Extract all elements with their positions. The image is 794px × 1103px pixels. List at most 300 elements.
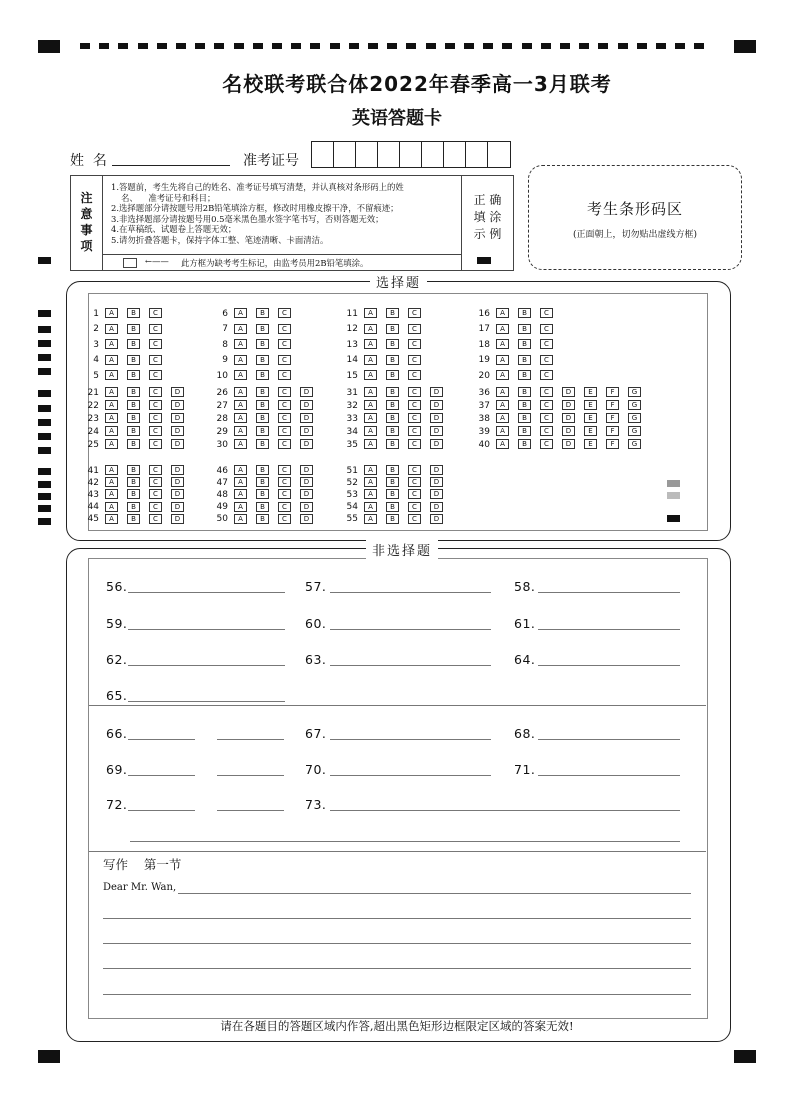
option-bubble[interactable]: B [256, 324, 269, 334]
option-bubble[interactable]: C [408, 465, 421, 475]
option-bubble[interactable]: B [256, 413, 269, 423]
option-bubble[interactable]: A [234, 439, 247, 449]
option-bubble[interactable]: D [171, 514, 184, 524]
option-bubble[interactable]: A [234, 465, 247, 475]
option-bubble[interactable]: C [149, 502, 162, 512]
option-bubble[interactable]: A [105, 477, 118, 487]
option-bubble[interactable]: C [278, 426, 291, 436]
option-bubble[interactable]: B [518, 339, 531, 349]
corner-mark-top-right [734, 40, 756, 53]
side-mark [38, 405, 51, 412]
option-bubble[interactable]: A [105, 400, 118, 410]
answer-line[interactable] [128, 592, 285, 593]
option-bubble[interactable]: D [300, 400, 313, 410]
option-bubble[interactable]: A [105, 339, 118, 349]
option-bubble[interactable]: C [278, 387, 291, 397]
option-bubble[interactable]: D [430, 514, 443, 524]
question-number: 2 [93, 324, 99, 334]
choice-question [474, 413, 650, 423]
option-bubble[interactable]: D [430, 502, 443, 512]
option-bubble[interactable]: B [518, 426, 531, 436]
gray-mark [667, 492, 680, 499]
option-bubble[interactable]: D [300, 502, 313, 512]
question-number: 48 [216, 489, 228, 500]
blank-number: 58. [514, 579, 536, 594]
option-bubble[interactable]: D [430, 400, 443, 410]
option-bubble[interactable]: B [256, 489, 269, 499]
option-bubble[interactable]: C [149, 324, 162, 334]
option-bubble[interactable]: C [540, 439, 553, 449]
option-bubble[interactable]: A [496, 426, 509, 436]
option-bubble[interactable]: D [430, 413, 443, 423]
writing-line[interactable] [103, 918, 691, 919]
option-bubble[interactable]: A [496, 308, 509, 318]
option-bubble[interactable]: D [171, 426, 184, 436]
option-bubble[interactable]: E [584, 387, 597, 397]
option-bubble[interactable]: B [386, 355, 399, 365]
option-bubble[interactable]: D [171, 477, 184, 487]
option-bubble[interactable]: B [386, 477, 399, 487]
timing-dash [118, 43, 128, 49]
option-bubble[interactable]: D [171, 413, 184, 423]
option-bubble[interactable]: A [496, 387, 509, 397]
option-bubble[interactable]: C [540, 387, 553, 397]
option-bubble[interactable]: A [234, 400, 247, 410]
option-bubble[interactable]: C [149, 465, 162, 475]
choice-question [83, 308, 171, 318]
option-bubble[interactable]: E [584, 400, 597, 410]
side-mark [38, 368, 51, 375]
option-bubble[interactable]: D [300, 439, 313, 449]
timing-dash [637, 43, 647, 49]
question-number: 45 [87, 514, 99, 525]
option-bubble[interactable]: A [364, 324, 377, 334]
option-bubble[interactable]: C [408, 439, 421, 449]
option-bubble[interactable]: C [278, 370, 291, 380]
option-bubble[interactable]: B [256, 502, 269, 512]
option-bubble[interactable]: C [149, 400, 162, 410]
option-bubble[interactable]: D [171, 387, 184, 397]
option-bubble[interactable]: F [606, 400, 619, 410]
option-bubble[interactable]: B [127, 477, 140, 487]
choice-question [342, 355, 430, 365]
choice-section-title: 选择题 [370, 272, 427, 291]
option-bubble[interactable]: A [364, 514, 377, 524]
option-bubble[interactable]: C [278, 413, 291, 423]
option-bubble[interactable]: B [256, 339, 269, 349]
option-bubble[interactable]: B [127, 355, 140, 365]
writing-line[interactable] [103, 943, 691, 944]
timing-dash [560, 43, 570, 49]
option-bubble[interactable]: A [364, 426, 377, 436]
option-bubble[interactable]: E [584, 426, 597, 436]
option-bubble[interactable]: B [127, 426, 140, 436]
option-bubble[interactable]: F [606, 413, 619, 423]
option-bubble[interactable]: A [496, 324, 509, 334]
option-bubble[interactable]: A [105, 413, 118, 423]
answer-line[interactable] [538, 629, 680, 630]
option-bubble[interactable]: A [234, 308, 247, 318]
option-bubble[interactable]: A [364, 370, 377, 380]
option-bubble[interactable]: A [364, 339, 377, 349]
option-bubble[interactable]: E [584, 413, 597, 423]
option-bubble[interactable]: G [628, 400, 641, 410]
exam-number-boxes[interactable] [311, 141, 511, 168]
note-item: 5.请勿折叠答题卡，保持字体工整、笔迹清晰、卡面清洁。 [111, 234, 329, 245]
option-bubble[interactable]: A [364, 489, 377, 499]
option-bubble[interactable]: C [278, 400, 291, 410]
answer-line[interactable] [217, 775, 284, 776]
option-bubble[interactable]: B [256, 387, 269, 397]
absent-text: 此方框为缺考考生标记，由监考员用2B铅笔填涂。 [181, 258, 369, 268]
option-bubble[interactable]: C [278, 489, 291, 499]
notes-body [111, 182, 461, 245]
answer-line[interactable] [330, 739, 491, 740]
option-bubble[interactable]: A [105, 370, 118, 380]
option-bubble[interactable]: G [628, 439, 641, 449]
option-bubble[interactable]: C [278, 355, 291, 365]
choice-question [342, 439, 452, 449]
option-bubble[interactable]: B [386, 339, 399, 349]
option-bubble[interactable]: C [408, 355, 421, 365]
option-bubble[interactable]: F [606, 426, 619, 436]
option-bubble[interactable]: C [408, 413, 421, 423]
option-bubble[interactable]: C [540, 308, 553, 318]
option-bubble[interactable]: B [127, 439, 140, 449]
option-bubble[interactable]: A [234, 370, 247, 380]
option-bubble[interactable]: B [127, 413, 140, 423]
option-bubble[interactable]: A [105, 355, 118, 365]
choice-question [212, 439, 322, 449]
option-bubble[interactable]: E [584, 439, 597, 449]
option-bubble[interactable]: C [540, 339, 553, 349]
option-bubble[interactable]: A [496, 400, 509, 410]
answer-line[interactable] [538, 665, 680, 666]
timing-dash [234, 43, 244, 49]
option-bubble[interactable]: B [518, 439, 531, 449]
option-bubble[interactable]: A [234, 477, 247, 487]
option-bubble[interactable]: C [408, 426, 421, 436]
timing-dash [675, 43, 685, 49]
option-bubble[interactable]: D [562, 439, 575, 449]
option-bubble[interactable]: C [408, 324, 421, 334]
option-bubble[interactable]: D [430, 465, 443, 475]
option-bubble[interactable]: D [300, 489, 313, 499]
option-bubble[interactable]: F [606, 387, 619, 397]
choice-question [83, 426, 193, 436]
option-bubble[interactable]: A [496, 355, 509, 365]
option-bubble[interactable]: D [171, 439, 184, 449]
option-bubble[interactable]: B [127, 324, 140, 334]
option-bubble[interactable]: D [300, 413, 313, 423]
option-bubble[interactable]: A [234, 489, 247, 499]
option-bubble[interactable]: D [300, 426, 313, 436]
option-bubble[interactable]: C [149, 339, 162, 349]
option-bubble[interactable]: A [496, 413, 509, 423]
option-bubble[interactable]: B [386, 387, 399, 397]
answer-line[interactable] [128, 810, 195, 811]
option-bubble[interactable]: C [408, 387, 421, 397]
option-bubble[interactable]: A [234, 387, 247, 397]
option-bubble[interactable]: D [171, 502, 184, 512]
option-bubble[interactable]: D [562, 426, 575, 436]
option-bubble[interactable]: A [364, 308, 377, 318]
option-bubble[interactable]: D [430, 439, 443, 449]
nonchoice-inner-frame [88, 558, 708, 1019]
option-bubble[interactable]: B [518, 324, 531, 334]
question-number: 47 [216, 477, 228, 488]
option-bubble[interactable]: C [278, 324, 291, 334]
option-bubble[interactable]: A [234, 426, 247, 436]
option-bubble[interactable]: C [408, 370, 421, 380]
option-bubble[interactable]: B [256, 308, 269, 318]
option-bubble[interactable]: A [105, 324, 118, 334]
question-number: 10 [216, 370, 228, 381]
option-bubble[interactable]: C [278, 308, 291, 318]
option-bubble[interactable]: C [540, 324, 553, 334]
option-bubble[interactable]: B [127, 514, 140, 524]
option-bubble[interactable]: A [105, 465, 118, 475]
option-bubble[interactable]: B [518, 400, 531, 410]
option-bubble[interactable]: B [256, 477, 269, 487]
writing-line[interactable] [103, 994, 691, 995]
option-bubble[interactable]: B [127, 465, 140, 475]
writing-line[interactable] [178, 893, 691, 894]
timing-dash [541, 43, 551, 49]
option-bubble[interactable]: A [105, 514, 118, 524]
option-bubble[interactable]: C [540, 370, 553, 380]
answer-line[interactable] [330, 629, 491, 630]
option-bubble[interactable]: C [540, 426, 553, 436]
option-bubble[interactable]: B [127, 502, 140, 512]
option-bubble[interactable]: F [606, 439, 619, 449]
option-bubble[interactable]: D [562, 413, 575, 423]
option-bubble[interactable]: B [256, 400, 269, 410]
option-bubble[interactable]: C [540, 355, 553, 365]
option-bubble[interactable]: A [364, 465, 377, 475]
answer-line[interactable] [130, 841, 680, 842]
choice-question [212, 426, 322, 436]
arrow-left-icon: ←—— [145, 256, 169, 266]
option-bubble[interactable]: C [278, 339, 291, 349]
option-bubble[interactable]: C [149, 355, 162, 365]
option-bubble[interactable]: A [234, 355, 247, 365]
answer-line[interactable] [128, 701, 285, 702]
option-bubble[interactable]: C [278, 502, 291, 512]
answer-line[interactable] [330, 592, 491, 593]
option-bubble[interactable]: B [386, 426, 399, 436]
option-bubble[interactable]: B [518, 370, 531, 380]
option-bubble[interactable]: B [386, 465, 399, 475]
filled-mark-icon [477, 257, 491, 264]
answer-line[interactable] [128, 665, 285, 666]
option-bubble[interactable]: A [364, 387, 377, 397]
option-bubble[interactable]: B [386, 370, 399, 380]
divider [89, 851, 706, 852]
option-bubble[interactable]: B [256, 370, 269, 380]
timing-dash [464, 43, 474, 49]
option-bubble[interactable]: A [234, 339, 247, 349]
option-bubble[interactable]: B [127, 400, 140, 410]
option-bubble[interactable]: B [386, 514, 399, 524]
option-bubble[interactable]: D [300, 465, 313, 475]
option-bubble[interactable]: B [256, 439, 269, 449]
option-bubble[interactable]: B [127, 339, 140, 349]
side-mark [38, 257, 51, 264]
answer-line[interactable] [128, 629, 285, 630]
choice-question [342, 413, 452, 423]
choice-question [212, 465, 322, 475]
option-bubble[interactable]: B [127, 370, 140, 380]
option-bubble[interactable]: D [300, 387, 313, 397]
option-bubble[interactable]: D [300, 514, 313, 524]
name-input-line[interactable] [112, 165, 230, 166]
option-bubble[interactable]: A [234, 502, 247, 512]
option-bubble[interactable]: C [408, 489, 421, 499]
question-number: 7 [222, 324, 228, 334]
option-bubble[interactable]: C [149, 370, 162, 380]
question-number: 15 [346, 370, 358, 381]
option-bubble[interactable]: G [628, 426, 641, 436]
option-bubble[interactable]: B [386, 489, 399, 499]
choice-question [83, 502, 193, 512]
question-number: 4 [93, 355, 99, 365]
answer-line[interactable] [538, 592, 680, 593]
option-bubble[interactable]: A [234, 324, 247, 334]
option-bubble[interactable]: D [300, 477, 313, 487]
option-bubble[interactable]: C [278, 465, 291, 475]
blank-number: 73. [305, 797, 327, 812]
option-bubble[interactable]: C [278, 514, 291, 524]
question-number: 55 [346, 514, 358, 525]
option-bubble[interactable]: D [171, 400, 184, 410]
option-bubble[interactable]: D [562, 387, 575, 397]
option-bubble[interactable]: B [518, 355, 531, 365]
option-bubble[interactable]: A [364, 355, 377, 365]
option-bubble[interactable]: B [386, 324, 399, 334]
option-bubble[interactable]: B [518, 308, 531, 318]
option-bubble[interactable]: A [496, 370, 509, 380]
option-bubble[interactable]: B [256, 465, 269, 475]
option-bubble[interactable]: B [386, 400, 399, 410]
option-bubble[interactable]: B [386, 413, 399, 423]
option-bubble[interactable]: B [518, 387, 531, 397]
option-bubble[interactable]: D [430, 477, 443, 487]
option-bubble[interactable]: C [149, 413, 162, 423]
option-bubble[interactable]: D [430, 426, 443, 436]
side-mark [38, 481, 51, 488]
option-bubble[interactable]: A [105, 439, 118, 449]
question-number: 32 [346, 400, 358, 411]
answer-line[interactable] [128, 775, 195, 776]
option-bubble[interactable]: D [562, 400, 575, 410]
option-bubble[interactable]: D [430, 387, 443, 397]
option-bubble[interactable]: A [364, 413, 377, 423]
question-number: 13 [346, 339, 358, 350]
option-bubble[interactable]: B [127, 308, 140, 318]
side-mark [38, 390, 51, 397]
option-bubble[interactable]: B [386, 439, 399, 449]
option-bubble[interactable]: A [105, 502, 118, 512]
option-bubble[interactable]: B [518, 413, 531, 423]
option-bubble[interactable]: A [105, 387, 118, 397]
choice-question [212, 477, 322, 487]
option-bubble[interactable]: C [278, 439, 291, 449]
answer-line[interactable] [330, 810, 680, 811]
timing-dash [387, 43, 397, 49]
choice-question [342, 324, 430, 334]
answer-line[interactable] [217, 739, 284, 740]
option-bubble[interactable]: B [256, 426, 269, 436]
answer-line[interactable] [217, 810, 284, 811]
option-bubble[interactable]: G [628, 413, 641, 423]
option-bubble[interactable]: C [149, 308, 162, 318]
option-bubble[interactable]: C [149, 489, 162, 499]
option-bubble[interactable]: C [408, 400, 421, 410]
answer-line[interactable] [330, 775, 491, 776]
option-bubble[interactable]: A [496, 339, 509, 349]
option-bubble[interactable]: C [149, 387, 162, 397]
option-bubble[interactable]: C [540, 413, 553, 423]
answer-line[interactable] [330, 665, 491, 666]
option-bubble[interactable]: A [105, 426, 118, 436]
option-bubble[interactable]: C [408, 339, 421, 349]
answer-line[interactable] [128, 739, 195, 740]
option-bubble[interactable]: A [364, 439, 377, 449]
option-bubble[interactable]: A [234, 514, 247, 524]
option-bubble[interactable]: A [234, 413, 247, 423]
blank-number: 65. [106, 688, 128, 703]
option-bubble[interactable]: B [386, 308, 399, 318]
option-bubble[interactable]: A [364, 477, 377, 487]
option-bubble[interactable]: C [149, 439, 162, 449]
option-bubble[interactable]: C [408, 514, 421, 524]
option-bubble[interactable]: D [430, 489, 443, 499]
option-bubble[interactable]: C [408, 308, 421, 318]
choice-question [342, 465, 452, 475]
option-bubble[interactable]: C [149, 477, 162, 487]
option-bubble[interactable]: C [408, 502, 421, 512]
option-bubble[interactable]: C [540, 400, 553, 410]
option-bubble[interactable]: A [496, 439, 509, 449]
option-bubble[interactable]: C [278, 477, 291, 487]
absent-box[interactable] [123, 258, 137, 268]
option-bubble[interactable]: D [171, 489, 184, 499]
option-bubble[interactable]: A [364, 400, 377, 410]
option-bubble[interactable]: B [256, 355, 269, 365]
choice-question [474, 387, 650, 397]
choice-question [212, 502, 322, 512]
question-number: 23 [87, 413, 99, 424]
note-item: 2.选择题部分请按题号用2B铅笔填涂方框，修改时用橡皮擦干净，不留痕迹； [111, 203, 399, 213]
option-bubble[interactable]: B [386, 502, 399, 512]
option-bubble[interactable]: A [364, 502, 377, 512]
option-bubble[interactable]: B [127, 489, 140, 499]
option-bubble[interactable]: A [105, 308, 118, 318]
option-bubble[interactable]: C [408, 477, 421, 487]
answer-line[interactable] [538, 739, 680, 740]
option-bubble[interactable]: C [149, 514, 162, 524]
barcode-area [528, 165, 742, 270]
option-bubble[interactable]: B [256, 514, 269, 524]
answer-line[interactable] [538, 775, 680, 776]
option-bubble[interactable]: D [171, 465, 184, 475]
option-bubble[interactable]: C [149, 426, 162, 436]
writing-line[interactable] [103, 968, 691, 969]
option-bubble[interactable]: B [127, 387, 140, 397]
option-bubble[interactable]: A [105, 489, 118, 499]
option-bubble[interactable]: G [628, 387, 641, 397]
